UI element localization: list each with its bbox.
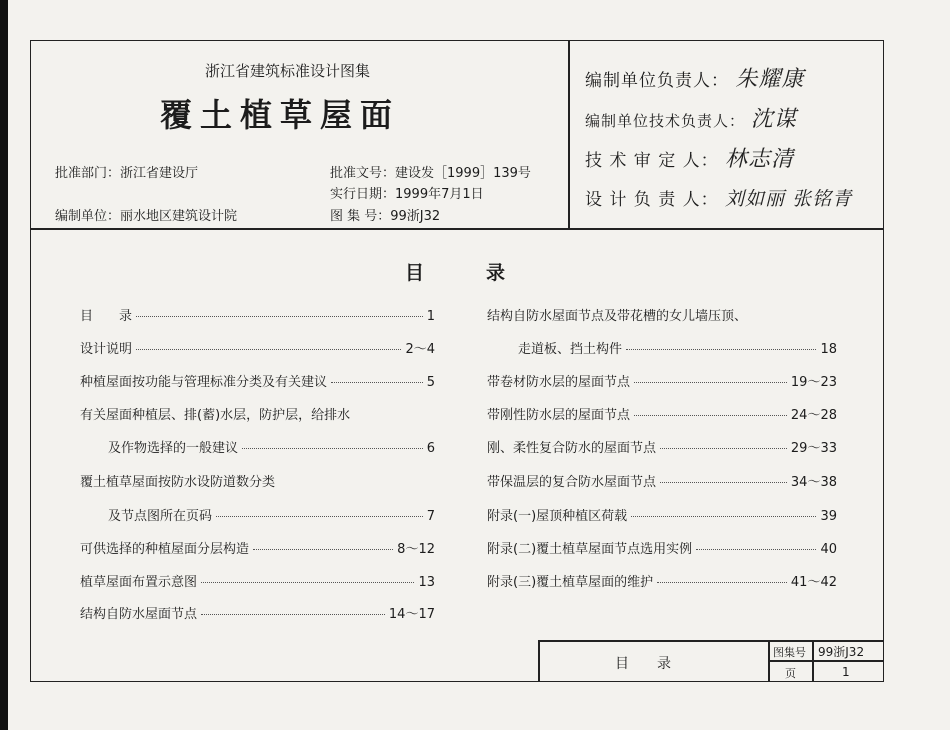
toc-entry-page: 8～12 [397, 542, 435, 557]
toc-entry [80, 538, 435, 560]
toc-entry-page: 13 [418, 575, 435, 590]
leader-dots [216, 516, 423, 517]
approve-dept [55, 162, 198, 181]
signature: 林志清 [725, 147, 795, 172]
leader-dots [660, 482, 787, 483]
toc-entry [487, 404, 837, 426]
toc-entry-page: 24～28 [790, 408, 837, 423]
leader-dots [634, 382, 787, 383]
compile-unit-label: 编制单位： [55, 209, 121, 224]
toc-entry-title: 可供选择的种植屋面分层构造 [80, 542, 250, 557]
leader-dots [657, 582, 787, 583]
scan-edge [0, 0, 8, 730]
toc-entry [80, 571, 435, 593]
leader-dots [660, 448, 787, 449]
effective-date [330, 183, 484, 202]
toc-entry [108, 437, 435, 459]
toc-entry-title: 附录(一)屋顶种植区荷载 [487, 509, 628, 524]
effective-date-value: 1999年7月1日 [395, 187, 484, 202]
toc-entry-title: 附录(三)覆土植草屋面的维护 [487, 575, 654, 590]
footer-page-label: 页 [785, 667, 796, 680]
leader-dots [696, 549, 816, 550]
atlas-number-value: 99浙J32 [390, 209, 441, 224]
toc-entry-page: 1 [426, 309, 435, 324]
toc-entry-title: 刚、柔性复合防水的屋面节点 [487, 441, 657, 456]
responsible-row [585, 142, 794, 173]
toc-entry-title: 有关屋面种植层、排(蓄)水层，防护层，给排水 [80, 408, 351, 423]
toc-entry-page: 14～17 [388, 607, 435, 622]
toc-entry-title: 覆土植草屋面按防水设防道数分类 [80, 475, 276, 490]
leader-dots [331, 382, 423, 383]
compile-unit [55, 205, 237, 224]
approve-dept-value: 浙江省建设厅 [120, 166, 199, 181]
toc-entry-title: 结构自防水屋面节点及带花槽的女儿墙压顶、 [487, 309, 748, 324]
toc-entry-page: 40 [820, 542, 837, 557]
toc-entry [80, 404, 435, 426]
leader-dots [242, 448, 423, 449]
toc-entry [487, 505, 837, 527]
series-title: 浙江省建筑标准设计图集 [205, 62, 371, 80]
toc-heading: 目录 [405, 262, 568, 284]
responsible-label: 设 计 负 责 人： [585, 190, 719, 210]
signature: 沈谋 [750, 107, 797, 132]
toc-entry-page: 29～33 [790, 441, 837, 456]
responsible-label: 编制单位技术负责人： [585, 112, 746, 130]
leader-dots [136, 316, 423, 317]
atlas-title: 覆土植草屋面 [160, 96, 401, 134]
responsible-row [585, 62, 804, 93]
leader-dots [253, 549, 393, 550]
toc-entry-page: 2～4 [405, 342, 435, 357]
toc-entry [487, 305, 837, 327]
toc-entry-title: 目 录 [80, 309, 133, 324]
toc-entry-page: 18 [820, 342, 837, 357]
responsible-row [585, 184, 852, 211]
leader-dots [631, 516, 816, 517]
footer-atlas-label: 图集号 [773, 646, 806, 659]
toc-entry-title: 及节点图所在页码 [108, 509, 213, 524]
toc-entry-title: 结构自防水屋面节点 [80, 607, 198, 622]
toc-entry-title: 带卷材防水层的屋面节点 [487, 375, 631, 390]
toc-entry [80, 305, 435, 327]
toc-entry-page: 7 [426, 509, 435, 524]
effective-date-label: 实行日期： [330, 187, 396, 202]
toc-entry [108, 505, 435, 527]
toc-entry-title: 及作物选择的一般建议 [108, 441, 239, 456]
leader-dots [201, 614, 385, 615]
toc-entry [80, 371, 435, 393]
leader-dots [626, 349, 816, 350]
toc-entry [487, 538, 837, 560]
toc-entry [487, 371, 837, 393]
leader-dots [136, 349, 401, 350]
approve-doc-label: 批准文号： [330, 166, 396, 181]
header-column-divider [568, 40, 570, 229]
toc-entry-page: 34～38 [790, 475, 837, 490]
leader-dots [201, 582, 414, 583]
approve-dept-label: 批准部门： [55, 166, 121, 181]
toc-entry-title: 设计说明 [80, 342, 133, 357]
toc-entry [80, 603, 435, 625]
atlas-number-label: 图 集 号： [330, 209, 391, 224]
approve-doc [330, 162, 531, 181]
toc-entry-page: 6 [426, 441, 435, 456]
footer-top-line [538, 640, 884, 642]
approve-doc-value: 建设发［1999］139号 [395, 166, 531, 181]
footer-title: 目 录 [615, 656, 671, 672]
responsible-label: 技 术 审 定 人： [585, 151, 719, 171]
toc-entry [487, 437, 837, 459]
toc-entry-page: 39 [820, 509, 837, 524]
footer-atlas-number: 99浙J32 [818, 645, 865, 659]
toc-entry-title: 带刚性防水层的屋面节点 [487, 408, 631, 423]
footer-left-line [538, 640, 540, 682]
footer-mid-line [768, 660, 884, 662]
toc-entry [80, 338, 435, 360]
toc-entry-page: 5 [426, 375, 435, 390]
toc-entry [487, 571, 837, 593]
toc-entry-title: 带保温层的复合防水屋面节点 [487, 475, 657, 490]
compile-unit-value: 丽水地区建筑设计院 [120, 209, 238, 224]
toc-entry-page: 19～23 [790, 375, 837, 390]
signature: 朱耀康 [735, 67, 805, 92]
toc-entry-title: 附录(二)覆土植草屋面节点选用实例 [487, 542, 693, 557]
toc-entry [518, 338, 837, 360]
toc-entry-title: 走道板、挡土构件 [518, 342, 623, 357]
signature: 刘如丽 张铭青 [725, 188, 853, 210]
responsible-label: 编制单位负责人： [585, 71, 729, 91]
toc-entry [80, 471, 435, 493]
leader-dots [634, 415, 787, 416]
toc-entry-title: 种植屋面按功能与管理标准分类及有关建议 [80, 375, 328, 390]
atlas-number [330, 205, 440, 224]
toc-entry [487, 471, 837, 493]
toc-entry-title: 植草屋面布置示意图 [80, 575, 198, 590]
toc-entry-page: 41～42 [790, 575, 837, 590]
header-divider [30, 228, 884, 230]
responsible-row [585, 102, 797, 133]
footer-page-number: 1 [842, 665, 850, 679]
